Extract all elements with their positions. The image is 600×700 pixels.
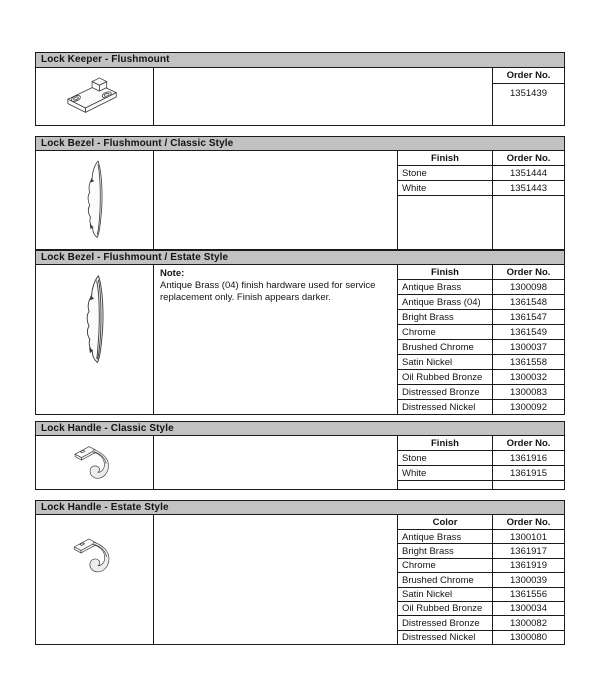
order-table xyxy=(493,68,564,125)
table-rows xyxy=(493,84,564,99)
order-no-cell: 1351443 xyxy=(510,182,547,194)
order-no-header: Order No. xyxy=(506,516,551,528)
finish-cell: Chrome xyxy=(398,559,493,572)
finish-cell: Distressed Nickel xyxy=(398,400,493,414)
table-row xyxy=(398,355,564,370)
product-image-cell xyxy=(36,68,154,125)
table-row xyxy=(398,400,564,414)
product-image-cell xyxy=(36,151,154,249)
finish-order-table xyxy=(398,436,564,489)
finish-header: Finish xyxy=(398,265,493,279)
finish-cell: Stone xyxy=(398,451,493,465)
section-lock-handle-classic xyxy=(35,421,565,490)
table-row xyxy=(398,631,564,644)
notes-cell xyxy=(154,151,398,249)
section-title: Lock Bezel - Flushmount / Estate Style xyxy=(35,250,565,265)
order-no-cell: 1300083 xyxy=(510,386,547,398)
table-row xyxy=(398,466,564,481)
order-no-cell: 1300092 xyxy=(510,401,547,413)
table-filler xyxy=(398,196,564,249)
section-lock-handle-estate xyxy=(35,500,565,645)
order-no-cell: 1300082 xyxy=(510,617,547,629)
table-row xyxy=(398,588,564,602)
table-header-row xyxy=(398,436,564,451)
order-no-cell: 1361547 xyxy=(510,311,547,323)
finish-cell: Stone xyxy=(398,166,493,180)
section-lock-bezel-estate xyxy=(35,250,565,415)
finish-order-table xyxy=(398,151,564,249)
table-row xyxy=(398,602,564,616)
lock-bezel-drawing xyxy=(80,157,110,243)
product-image-cell xyxy=(36,436,154,489)
lock-bezel-drawing xyxy=(78,272,112,368)
finish-header: Finish xyxy=(398,436,493,450)
section-title: Lock Handle - Classic Style xyxy=(35,421,565,436)
order-no-cell: 1300034 xyxy=(510,603,547,615)
finish-cell: White xyxy=(398,466,493,480)
color-order-table xyxy=(398,515,564,644)
finish-cell: Brushed Chrome xyxy=(398,573,493,586)
notes-cell xyxy=(154,68,493,125)
finish-cell: Oil Rubbed Bronze xyxy=(398,602,493,615)
finish-cell: Chrome xyxy=(398,325,493,339)
order-no-cell: 1300098 xyxy=(510,281,547,293)
finish-cell: Antique Brass (04) xyxy=(398,295,493,309)
notes-cell xyxy=(154,515,398,644)
order-no-cell: 1300039 xyxy=(510,574,547,586)
lock-handle-drawing xyxy=(68,440,122,486)
table-row xyxy=(398,295,564,310)
color-header: Color xyxy=(398,515,493,529)
table-row xyxy=(398,530,564,544)
finish-cell: Brushed Chrome xyxy=(398,340,493,354)
lock-keeper-drawing xyxy=(61,75,129,119)
table-row xyxy=(493,84,564,99)
table-row xyxy=(398,280,564,295)
table-row xyxy=(398,340,564,355)
table-rows xyxy=(398,166,564,196)
finish-order-table xyxy=(398,265,564,414)
order-no-cell: 1351439 xyxy=(510,87,547,99)
section-title: Lock Keeper - Flushmount xyxy=(35,52,565,68)
order-no-cell: 1361558 xyxy=(510,356,547,368)
order-no-cell: 1300032 xyxy=(510,371,547,383)
table-header-row xyxy=(398,265,564,280)
table-row xyxy=(398,616,564,630)
finish-cell: Satin Nickel xyxy=(398,355,493,369)
note-body: Antique Brass (04) finish hardware used for service replacement only. Finish appears darker. xyxy=(160,280,376,303)
table-row xyxy=(398,451,564,466)
table-rows xyxy=(398,280,564,414)
table-row xyxy=(398,370,564,385)
finish-cell: Satin Nickel xyxy=(398,588,493,601)
table-row xyxy=(398,544,564,558)
table-row xyxy=(398,325,564,340)
order-no-header: Order No. xyxy=(506,152,551,164)
product-image-cell xyxy=(36,265,154,414)
order-no-header: Order No. xyxy=(506,266,551,278)
order-no-cell: 1351444 xyxy=(510,167,547,179)
order-no-cell: 1361917 xyxy=(510,545,547,557)
table-row xyxy=(398,166,564,181)
order-no-header: Order No. xyxy=(506,437,551,449)
finish-cell: White xyxy=(398,181,493,195)
section-title: Lock Handle - Estate Style xyxy=(35,500,565,515)
section-title: Lock Bezel - Flushmount / Classic Style xyxy=(35,136,565,151)
order-no-cell: 1361915 xyxy=(510,467,547,479)
order-no-cell: 1361916 xyxy=(510,452,547,464)
order-no-cell: 1361548 xyxy=(510,296,547,308)
notes-cell xyxy=(154,265,398,414)
lock-handle-drawing xyxy=(67,532,123,580)
finish-cell: Distressed Bronze xyxy=(398,385,493,399)
finish-cell: Oil Rubbed Bronze xyxy=(398,370,493,384)
table-header-row xyxy=(493,68,564,84)
finish-header: Finish xyxy=(398,151,493,165)
order-no-cell: 1361556 xyxy=(510,589,547,600)
table-header-row xyxy=(398,515,564,530)
table-row xyxy=(398,559,564,573)
order-no-header: Order No. xyxy=(506,69,551,81)
table-row xyxy=(398,385,564,400)
order-no-cell: 1300101 xyxy=(510,531,547,543)
finish-cell: Antique Brass xyxy=(398,280,493,294)
finish-cell: Distressed Nickel xyxy=(398,631,493,644)
table-rows xyxy=(398,451,564,481)
table-header-row xyxy=(398,151,564,166)
finish-cell: Distressed Bronze xyxy=(398,616,493,629)
section-lock-keeper-flushmount xyxy=(35,52,565,126)
order-no-cell: 1300080 xyxy=(510,632,547,644)
table-row xyxy=(398,310,564,325)
order-no-cell: 1361919 xyxy=(510,560,547,572)
table-row xyxy=(398,181,564,196)
notes-cell xyxy=(154,436,398,489)
order-no-cell: 1361549 xyxy=(510,326,547,338)
section-lock-bezel-classic xyxy=(35,136,565,250)
table-rows xyxy=(398,530,564,644)
note-title: Note: xyxy=(160,268,185,279)
product-image-cell xyxy=(36,515,154,644)
finish-cell: Bright Brass xyxy=(398,544,493,557)
order-no-cell: 1300037 xyxy=(510,341,547,353)
table-row xyxy=(398,573,564,587)
finish-cell: Bright Brass xyxy=(398,310,493,324)
finish-cell: Antique Brass xyxy=(398,530,493,543)
table-filler xyxy=(398,481,564,489)
